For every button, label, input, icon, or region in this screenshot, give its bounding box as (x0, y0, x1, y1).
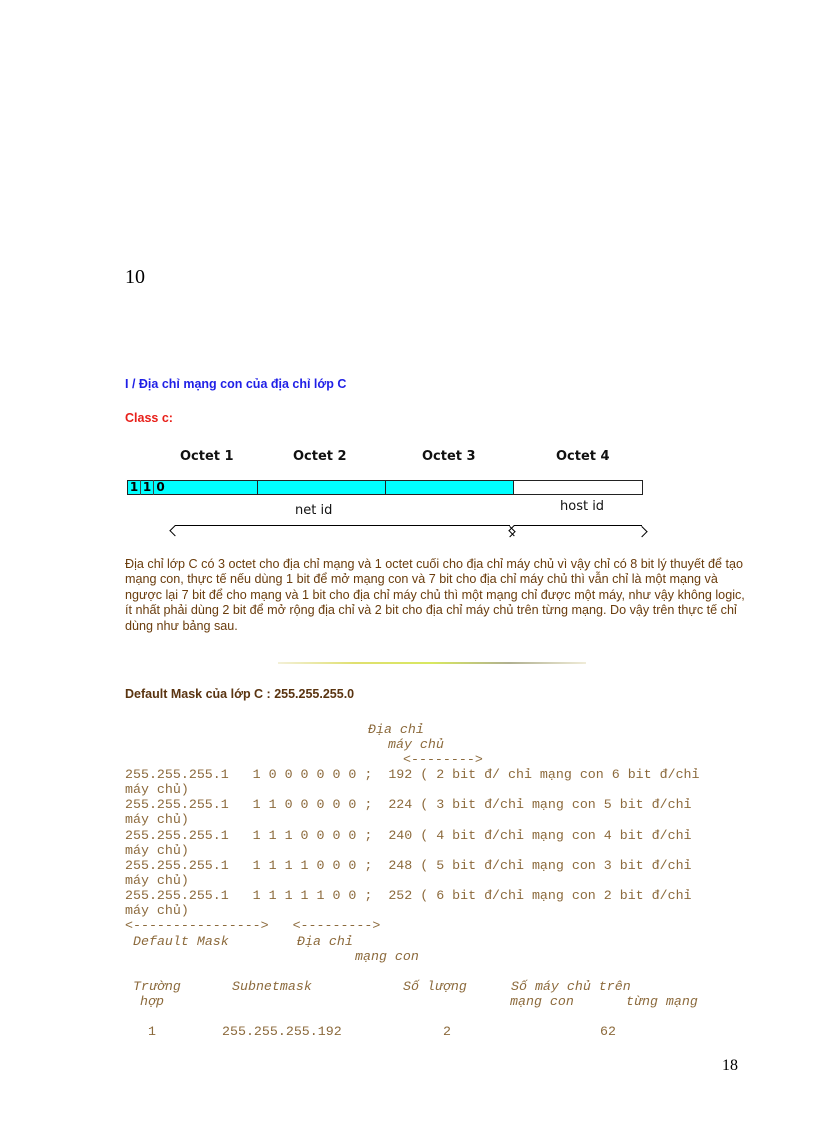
host-address-label: máy chủ (388, 737, 444, 752)
host-id-arrow (514, 525, 642, 526)
subnet-address-label: Địa chỉ (297, 934, 353, 949)
octet-3-cell (385, 480, 514, 495)
cell-mask: 255.255.255.192 (222, 1024, 342, 1039)
mask-row: 255.255.255.1 1 1 1 1 0 0 0 ; 248 ( 5 bit đ/chỉ mạng con 3 bit đ/chỉ (125, 858, 692, 873)
octet-label: Octet 4 (556, 449, 610, 464)
header-subnetmask: Subnetmask (232, 979, 312, 994)
section-title: I / Địa chỉ mạng con của địa chỉ lớp C (125, 377, 347, 391)
mask-row-cont: máy chủ) (125, 782, 189, 797)
mask-row-cont: máy chủ) (125, 843, 189, 858)
octet-label: Octet 3 (422, 449, 476, 464)
net-id-arrow (175, 525, 510, 526)
bottom-arrows: <----------------> <---------> (125, 918, 381, 933)
mask-row-cont: máy chủ) (125, 812, 189, 827)
host-address-label: Địa chỉ (368, 722, 424, 737)
octet-2-cell (257, 480, 386, 495)
subnet-address-label: mạng con (355, 949, 419, 964)
bit-cell: 1 (128, 480, 141, 495)
header-hosts: từng mạng (626, 994, 698, 1009)
octet-4-cell (513, 480, 643, 495)
separator-line (278, 662, 586, 664)
mask-row: 255.255.255.1 1 1 1 1 1 0 0 ; 252 ( 6 bit đ/chỉ mạng con 2 bit đ/chỉ (125, 888, 692, 903)
default-mask-heading: Default Mask của lớp C : 255.255.255.0 (125, 687, 355, 701)
octet-label: Octet 2 (293, 449, 347, 464)
header-count: Số lượng (403, 979, 467, 994)
host-id-label: host id (560, 499, 605, 514)
header-hosts: mạng con (510, 994, 574, 1009)
host-arrow: <--------> (403, 752, 483, 767)
bit-cell: 1 (141, 480, 154, 495)
header-hosts: Số máy chủ trên (511, 979, 631, 994)
mask-row-cont: máy chủ) (125, 903, 189, 918)
header-case: hợp (140, 994, 164, 1009)
class-label: Class c: (125, 411, 173, 425)
net-id-label: net id (295, 503, 333, 518)
explanation-paragraph: Địa chỉ lớp C có 3 octet cho địa chỉ mạng và 1 octet cuối cho địa chỉ máy chủ vì vậy chỉ có 8 bit lý thuyết để tạo mạng con, thực tế nếu dùng 1 bit để mở mạng con và 7 bit cho địa chỉ máy chủ thì vẫn chỉ là một mạng và ngược lại 7 bit để cho mạng và 1 bit cho địa chỉ máy chủ thì một mạng chỉ được một máy, như vậy không logic, ít nhất phải dùng 2 bit để mở rộng địa chỉ và 2 bit cho địa chỉ máy chủ trên từng mạng. Do vậy trên thực tế chỉ dùng như bảng sau. (125, 557, 745, 633)
mask-row: 255.255.255.1 1 1 1 0 0 0 0 ; 240 ( 4 bit đ/chỉ mạng con 4 bit đ/chỉ (125, 828, 692, 843)
bit-cell: 0 (156, 480, 165, 494)
octet-label: Octet 1 (180, 449, 234, 464)
mask-row-cont: máy chủ) (125, 873, 189, 888)
mask-row: 255.255.255.1 1 1 0 0 0 0 0 ; 224 ( 3 bit đ/chỉ mạng con 5 bit đ/chỉ (125, 797, 692, 812)
default-mask-label: Default Mask (133, 934, 229, 949)
cell-case: 1 (148, 1024, 156, 1039)
cell-count: 2 (443, 1024, 451, 1039)
mask-row: 255.255.255.1 1 0 0 0 0 0 0 ; 192 ( 2 bit đ/ chỉ mạng con 6 bit đ/chỉ (125, 767, 700, 782)
page-number-top: 10 (125, 266, 145, 288)
cell-hosts: 62 (600, 1024, 616, 1039)
page-number-bottom: 18 (722, 1057, 738, 1074)
header-case: Trường (133, 979, 181, 994)
